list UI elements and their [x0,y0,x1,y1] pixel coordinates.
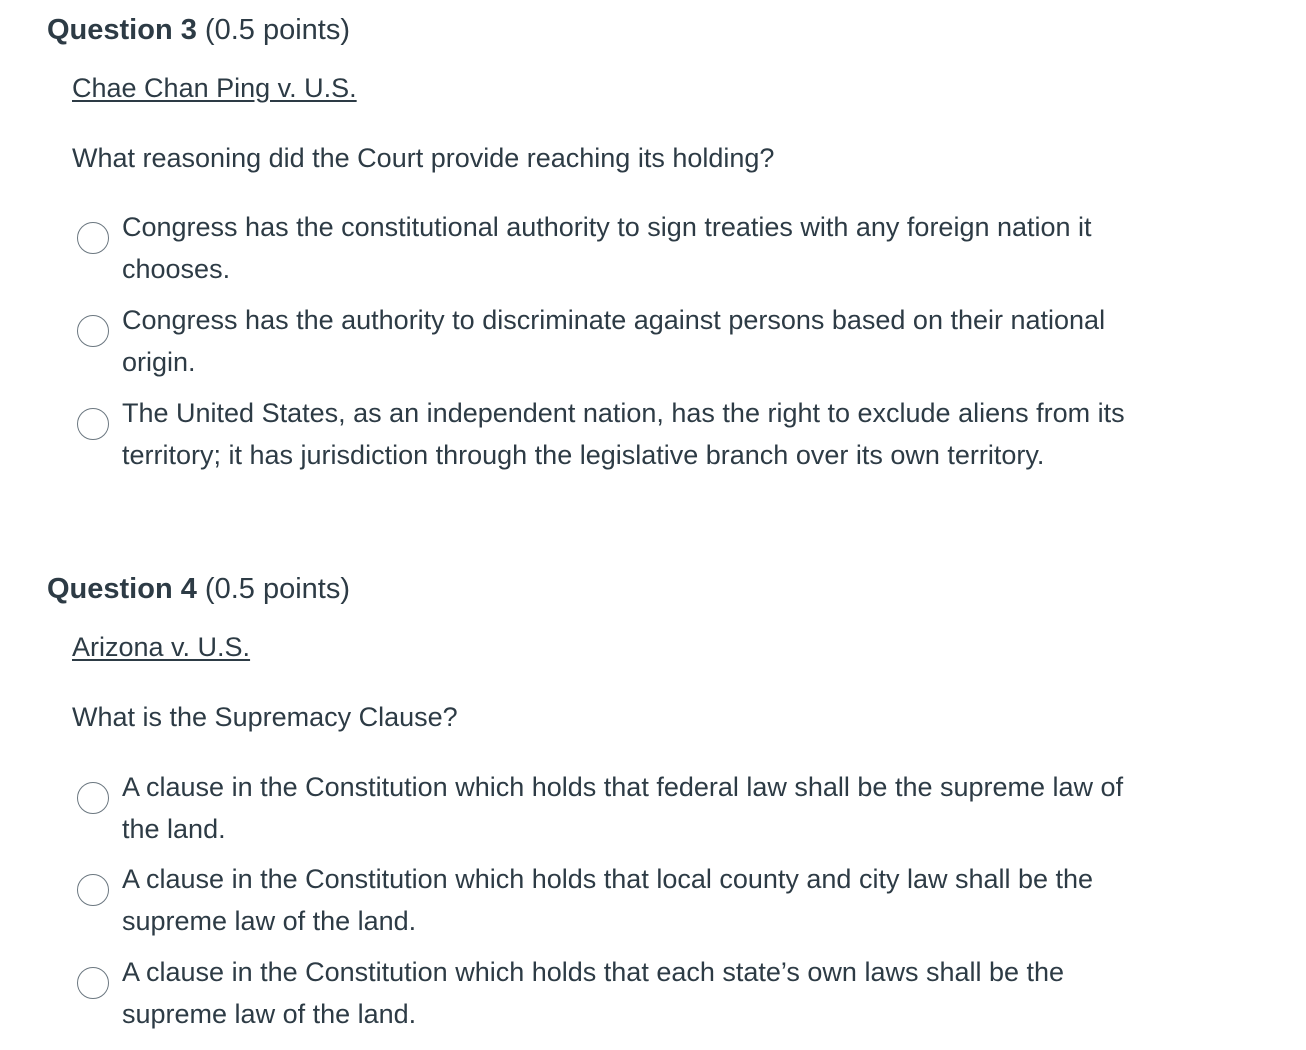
radio-button[interactable] [77,782,109,814]
radio-button[interactable] [77,874,109,906]
answer-label[interactable]: A clause in the Constitution which holds that each state’s own laws shall be the supreme law of the land. [122,957,1065,1029]
case-name: Chae Chan Ping v. U.S. [72,73,357,103]
answer-label[interactable]: A clause in the Constitution which holds that federal law shall be the supreme law of the land. [122,772,1124,844]
radio-button[interactable] [77,967,109,999]
question-prompt: What is the Supremacy Clause? [72,702,458,732]
question-points: (0.5 points) [204,573,350,605]
answer-label[interactable]: A clause in the Constitution which holds that local county and city law shall be the supreme law of the land. [122,864,1094,936]
radio-button[interactable] [77,315,109,347]
case-name: Arizona v. U.S. [72,632,251,662]
answer-label[interactable]: The United States, as an independent nation, has the right to exclude aliens from its territory; it has jurisdiction through the legislative branch over its own territory. [122,398,1125,470]
question-points: (0.5 points) [204,14,350,46]
question-title: Question 4 [47,573,197,605]
answer-label[interactable]: Congress has the authority to discriminate against persons based on their national origin. [122,305,1106,377]
question-header [47,12,350,48]
answer-label[interactable]: Congress has the constitutional authority to sign treaties with any foreign nation it chooses. [122,212,1092,284]
radio-button[interactable] [77,222,109,254]
question-prompt: What reasoning did the Court provide reaching its holding? [72,143,775,173]
question-header [47,571,350,607]
question-title: Question 3 [47,14,197,46]
radio-button[interactable] [77,408,109,440]
